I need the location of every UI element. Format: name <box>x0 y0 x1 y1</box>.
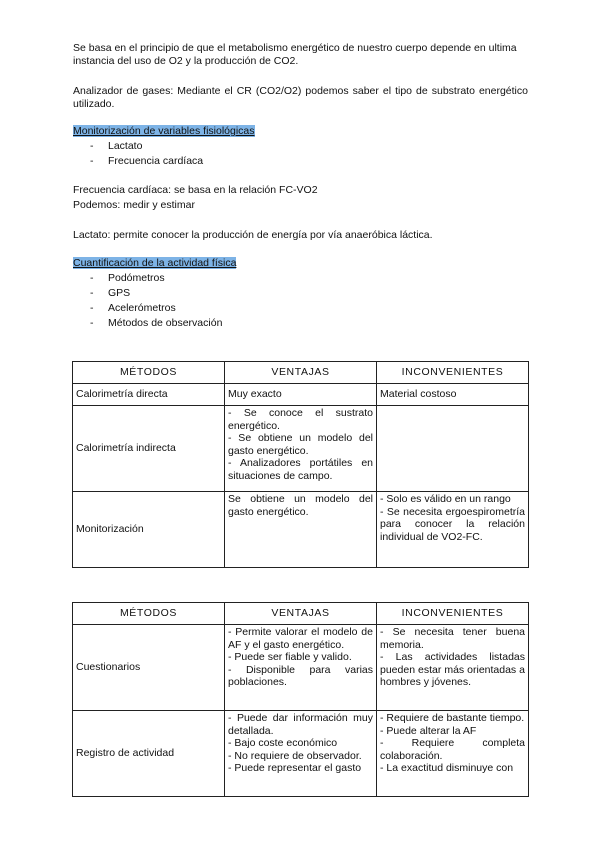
cell-method: Monitorización <box>73 492 225 568</box>
list-cuantificacion <box>90 271 222 331</box>
cell-inconvenientes: Material costoso <box>377 384 529 406</box>
header-ventajas: VENTAJAS <box>225 362 377 384</box>
header-inconvenientes: INCONVENIENTES <box>377 603 529 625</box>
list-item: - GPS <box>90 287 131 299</box>
list-item: - Métodos de observación <box>90 317 223 329</box>
table-row <box>73 711 529 797</box>
heading-text: Cuantificación de la actividad física <box>73 257 237 269</box>
intro-paragraph-1: Se basa en el principio de que el metabolismo energético de nuestro cuerpo depende en ultima instancia del uso de O2 y la producción de CO2. <box>73 42 517 67</box>
header-inconvenientes: INCONVENIENTES <box>377 362 529 384</box>
methods-table-1 <box>72 361 529 568</box>
methods-table-2 <box>72 602 529 797</box>
heading-text: Monitorización de variables fisiológicas <box>73 125 255 137</box>
intro-paragraph-2: Analizador de gases: Mediante el CR (CO2/O2) podemos saber el tipo de substrato energético utilizado. <box>73 85 528 110</box>
list-item: - Frecuencia cardíaca <box>90 155 204 167</box>
header-metodos: MÉTODOS <box>73 362 225 384</box>
cell-inconvenientes: - Solo es válido en un rango - Se necesita ergoespirometría para conocer la relación individual de VO2-FC. <box>377 492 529 568</box>
table-row <box>73 625 529 711</box>
list-item: - Acelerómetros <box>90 302 176 314</box>
cell-method: Registro de actividad <box>73 711 225 797</box>
table-header-row <box>73 362 529 384</box>
note-lactato: Lactato: permite conocer la producción de energía por vía anaeróbica láctica. <box>73 229 433 241</box>
cell-ventajas: - Se conoce el sustrato energético. - Se obtiene un modelo del gasto energético. - Analizadores portátiles en situaciones de campo. <box>225 406 377 492</box>
cell-ventajas: - Permite valorar el modelo de AF y el gasto energético. - Puede ser fiable y valido. - Disponible para varias poblaciones. <box>225 625 377 711</box>
note-podemos: Podemos: medir y estimar <box>73 199 195 211</box>
header-metodos: MÉTODOS <box>73 603 225 625</box>
cell-inconvenientes <box>377 406 529 492</box>
table-row <box>73 384 529 406</box>
cell-ventajas: - Puede dar información muy detallada. - Bajo coste económico - No requiere de observador. - Puede representar el gasto <box>225 711 377 797</box>
note-frecuencia: Frecuencia cardíaca: se basa en la relación FC-VO2 <box>73 184 318 196</box>
cell-inconvenientes: - Se necesita tener buena memoria. - Las actividades listadas pueden estar más orientadas a hombres y jóvenes. <box>377 625 529 711</box>
cell-method: Cuestionarios <box>73 625 225 711</box>
cell-ventajas: Se obtiene un modelo del gasto energético. <box>225 492 377 568</box>
list-monitorizacion <box>90 139 203 169</box>
header-ventajas: VENTAJAS <box>225 603 377 625</box>
cell-method: Calorimetría directa <box>73 384 225 406</box>
section-heading-monitorizacion <box>73 125 255 138</box>
section-heading-cuantificacion <box>73 257 236 270</box>
cell-method: Calorimetría indirecta <box>73 406 225 492</box>
table-header-row <box>73 603 529 625</box>
list-item: - Podómetros <box>90 272 165 284</box>
cell-inconvenientes: - Requiere de bastante tiempo. - Puede alterar la AF - Requiere completa colaboración. - La exactitud disminuye con <box>377 711 529 797</box>
cell-ventajas: Muy exacto <box>225 384 377 406</box>
list-item: - Lactato <box>90 140 143 152</box>
table-row <box>73 406 529 492</box>
table-row <box>73 492 529 568</box>
